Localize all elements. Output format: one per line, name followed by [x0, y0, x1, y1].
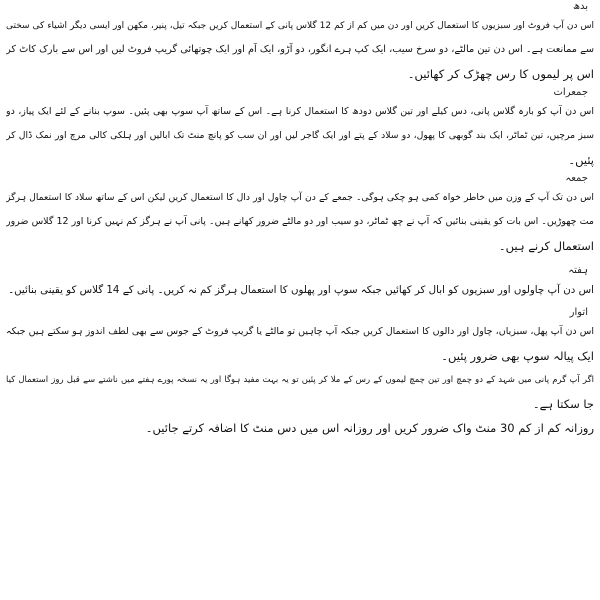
paragraph: [6, 320, 594, 368]
day-heading: جمعہ: [565, 173, 588, 184]
paragraph-line: اس دن تک آپ کے وزن میں خاطر خواہ کمی ہو چکی ہوگی۔ جمعے کے دن آپ چاول اور دال کا استعمال کریں لیکن اس کے ساتھ سلاد کا استعمال ہرگز: [6, 192, 594, 203]
paragraph-line: ایک پیالہ سوپ بھی ضرور پئیں۔: [441, 349, 594, 363]
paragraph: [6, 278, 594, 302]
day-heading: جمعرات: [553, 87, 588, 98]
paragraph-line: مت چھوڑیں۔ اس بات کو یقینی بنائیں کہ آپ نے چھ ٹماٹر، دو سیب اور دو مالٹے ضرور کھانے ہیں۔ پانی آپ نے ہرگز کم نہیں کرنا اور 12 گلاس ضرور: [6, 216, 594, 227]
day-heading: ہفتہ: [568, 265, 588, 276]
paragraph-line: اس دن آپ پھل، سبزیاں، چاول اور دالوں کا استعمال کریں جبکہ آپ چاہیں تو مالٹے یا گریپ فروٹ کے جوس سے بھی لطف اندوز ہو سکتے ہیں جبکہ: [6, 326, 594, 337]
paragraph: [6, 416, 594, 440]
paragraph-line: سے ممانعت ہے۔ اس دن تین مالٹے، دو سرخ سیب، ایک کپ ہرے انگور، دو آڑو، ایک آم اور ایک چوتھائی گریپ فروٹ لیں اور اس سے بارک کاٹ کر: [6, 44, 594, 55]
paragraph: [6, 368, 594, 416]
paragraph-line: سبز مرچیں، تین ٹماٹر، ایک بند گوبھی کا پھول، دو سلاد کے پتے اور ایک گاجر لیں اور ان سب کو پانچ منٹ تک ابالیں اور ہلکی کالی مرچ اور نمک ڈال کر: [6, 130, 594, 141]
day-heading: بدھ: [572, 1, 588, 12]
paragraph-line: جا سکتا ہے۔: [532, 397, 594, 411]
paragraph-line: اس دن آپ فروٹ اور سبزیوں کا استعمال کریں اور دن میں کم از کم 12 گلاس پانی کے استعمال کریں جبکہ تیل، پنیر، مکھن اور ایسی دیگر اشیاء کی سختی: [6, 21, 594, 31]
paragraph-line: اس دن آپ چاولوں اور سبزیوں کو ابال کر کھائیں جبکہ سوپ اور پھلوں کا استعمال ہرگز کم نہ کریں۔ پانی کے 14 گلاس کو یقینی بنائیں۔: [8, 284, 594, 296]
paragraph-line: اس پر لیموں کا رس چھڑک کر کھائیں۔: [407, 67, 594, 81]
paragraph-line: استعمال کرنے ہیں۔: [498, 239, 594, 253]
paragraph: [6, 186, 594, 258]
paragraph-line: اس دن آپ کو بارہ گلاس پانی، دس کیلے اور تین گلاس دودھ کا استعمال کرنا ہے۔ اس کے ساتھ آپ سوپ بھی پئیں۔ سوپ بنانے کے لئے ایک پیاز، دو: [6, 106, 594, 117]
paragraph: [6, 14, 594, 86]
day-heading: اتوار: [569, 307, 588, 318]
paragraph: [6, 100, 594, 172]
paragraph-line: پئیں۔: [568, 153, 594, 167]
paragraph-line: روزانہ کم از کم 30 منٹ واک ضرور کریں اور روزانہ اس میں دس منٹ کا اضافہ کرتے جائیں۔: [145, 421, 594, 435]
paragraph-line: اگر آپ گرم پانی میں شہد کے دو چمچ اور تین چمچ لیموں کے رس کے ملا کر پئیں تو یہ بہت مفید ہوگا اور یہ نسخہ پورے ہفتے میں ناشتے سے قبل روز استعمال کیا: [6, 375, 594, 385]
